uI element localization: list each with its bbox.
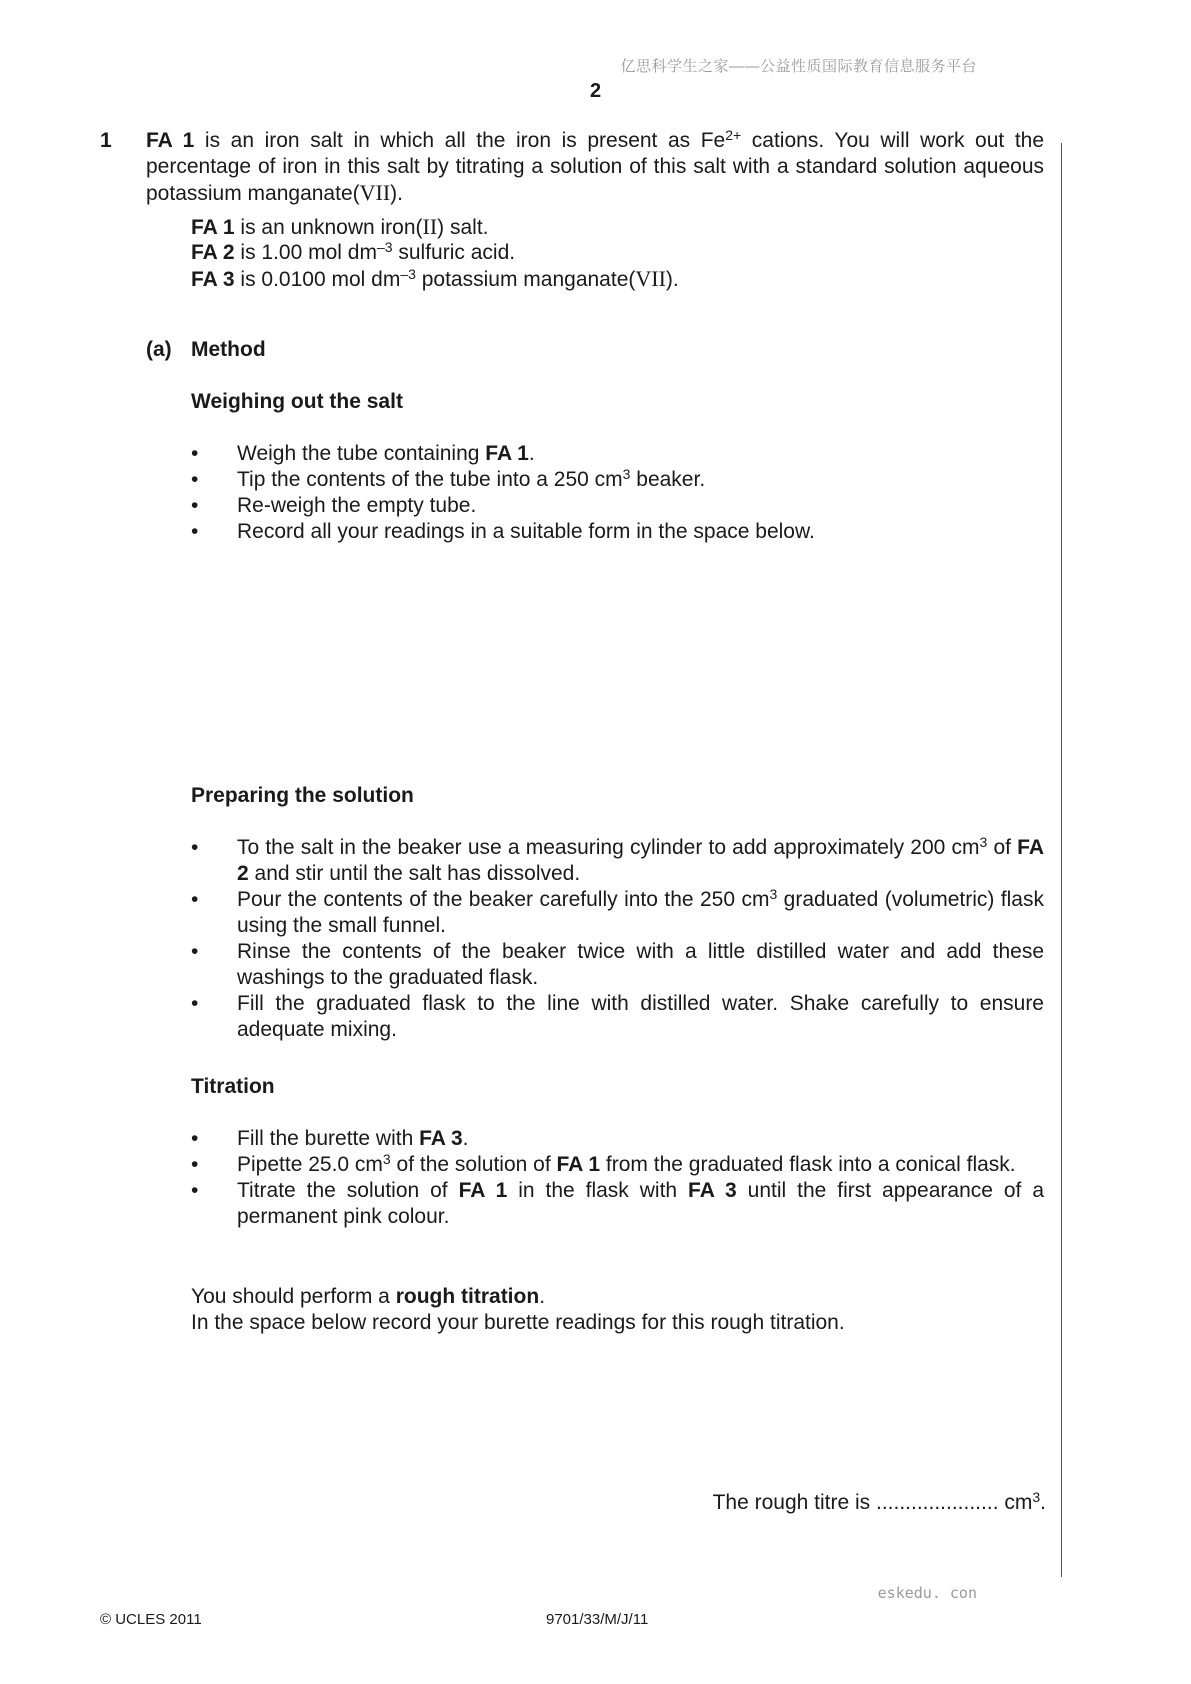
bullet: • bbox=[191, 1153, 199, 1176]
list-item bbox=[191, 441, 1044, 467]
item-bold: FA 1 bbox=[485, 442, 529, 465]
item-text: of the solution of bbox=[390, 1153, 557, 1176]
superscript: –3 bbox=[376, 239, 393, 255]
material-text: sulfuric acid. bbox=[392, 241, 516, 264]
answer-text: . bbox=[1040, 1491, 1046, 1514]
material-label: FA 3 bbox=[191, 268, 235, 291]
material-fa1 bbox=[191, 214, 1051, 241]
item-text: from the graduated flask into a conical flask. bbox=[600, 1153, 1016, 1176]
item-text: Re-weigh the empty tube. bbox=[237, 494, 477, 517]
list-item bbox=[191, 991, 1044, 1043]
list-item bbox=[191, 493, 1044, 519]
question-intro bbox=[146, 128, 1044, 207]
item-text: Weigh the tube containing bbox=[237, 442, 486, 465]
superscript: 3 bbox=[382, 1151, 391, 1167]
material-fa3 bbox=[191, 266, 1051, 293]
roman-numeral: VII bbox=[635, 266, 666, 291]
item-text: Pipette 25.0 cm bbox=[237, 1153, 383, 1176]
intro-text-a: is an iron salt in which all the iron is present as Fe bbox=[194, 129, 726, 152]
list-item bbox=[191, 939, 1044, 991]
material-label: FA 1 bbox=[191, 216, 235, 239]
item-text: until the first appearance of a permanent pink colour. bbox=[237, 1179, 1045, 1228]
preparing-list bbox=[191, 835, 1044, 1043]
item-bold: FA 3 bbox=[419, 1127, 463, 1150]
list-item bbox=[191, 887, 1044, 939]
superscript: 3 bbox=[622, 466, 631, 482]
item-text: . bbox=[528, 442, 535, 465]
superscript: 3 bbox=[1032, 1489, 1041, 1505]
list-item bbox=[191, 519, 1044, 545]
material-text: is 1.00 mol dm bbox=[234, 241, 377, 264]
para-text: You should perform a bbox=[191, 1285, 396, 1308]
bullet: • bbox=[191, 494, 199, 517]
para-bold: rough titration bbox=[395, 1285, 540, 1308]
part-a-title: Method bbox=[191, 338, 266, 361]
item-text: and stir until the salt has dissolved. bbox=[248, 862, 581, 885]
item-text: of bbox=[987, 836, 1018, 859]
item-text: Fill the graduated flask to the line with distilled water. Shake carefully to ensure adequate mixing. bbox=[237, 992, 1044, 1041]
item-text: Pour the contents of the beaker carefully into the 250 cm bbox=[237, 888, 770, 911]
superscript: 3 bbox=[979, 834, 988, 850]
material-fa2 bbox=[191, 240, 1051, 266]
watermark-bottom: eskedu. con bbox=[877, 1584, 977, 1602]
item-text: To the salt in the beaker use a measuring cylinder to add approximately 200 cm bbox=[237, 836, 980, 859]
page-number: 2 bbox=[589, 80, 602, 102]
superscript: 3 bbox=[769, 886, 778, 902]
item-bold: FA 1 bbox=[556, 1153, 601, 1176]
item-bold: FA 3 bbox=[688, 1179, 737, 1202]
para-text: . bbox=[539, 1285, 546, 1308]
bullet: • bbox=[191, 836, 199, 859]
bullet: • bbox=[191, 520, 199, 543]
material-text: ). bbox=[665, 268, 679, 291]
weighing-heading: Weighing out the salt bbox=[191, 390, 403, 413]
list-item bbox=[191, 1152, 1044, 1178]
item-text: Rinse the contents of the beaker twice with a little distilled water and add these washings to the graduated flask. bbox=[237, 940, 1044, 989]
list-item bbox=[191, 835, 1044, 887]
titration-list bbox=[191, 1126, 1044, 1230]
item-bold: FA 1 bbox=[458, 1179, 508, 1202]
rough-titre-answer-line bbox=[713, 1490, 1046, 1516]
bullet: • bbox=[191, 940, 199, 963]
item-text: Titrate the solution of bbox=[237, 1179, 459, 1202]
intro-text-b: cations. You will work out the percentage of iron in this salt by titrating a solution of this salt with a standard solution aqueous potassium manganate( bbox=[146, 129, 1045, 205]
material-text: potassium manganate( bbox=[415, 268, 636, 291]
titration-heading: Titration bbox=[191, 1075, 275, 1098]
item-text: in the flask with bbox=[507, 1179, 689, 1202]
answer-text: The rough titre is ..................... cm bbox=[712, 1491, 1033, 1514]
list-item bbox=[191, 1126, 1044, 1152]
footer-paper-code: 9701/33/M/J/11 bbox=[546, 1611, 649, 1628]
list-item bbox=[191, 467, 1044, 493]
superscript: 2+ bbox=[725, 127, 742, 143]
bullet: • bbox=[191, 468, 199, 491]
bullet: • bbox=[191, 442, 199, 465]
margin-line bbox=[1061, 143, 1062, 1577]
material-text: is 0.0100 mol dm bbox=[234, 268, 401, 291]
item-text: Record all your readings in a suitable form in the space below. bbox=[237, 520, 815, 543]
fa1-label: FA 1 bbox=[146, 129, 195, 152]
bullet: • bbox=[191, 992, 199, 1015]
bullet: • bbox=[191, 1179, 199, 1202]
item-text: Tip the contents of the tube into a 250 cm bbox=[237, 468, 623, 491]
question-number: 1 bbox=[100, 129, 112, 152]
bullet: • bbox=[191, 1127, 199, 1150]
item-text: graduated (volumetric) flask using the small funnel. bbox=[237, 888, 1044, 937]
part-a-label: (a) bbox=[146, 338, 172, 361]
roman-numeral: II bbox=[422, 214, 438, 239]
footer-copyright: © UCLES 2011 bbox=[100, 1611, 202, 1628]
list-item bbox=[191, 1178, 1044, 1230]
bullet: • bbox=[191, 888, 199, 911]
rough-record-instruction: In the space below record your burette readings for this rough titration. bbox=[191, 1311, 845, 1334]
watermark-top: 亿思科学生之家——公益性质国际教育信息服务平台 bbox=[620, 58, 977, 75]
rough-instruction bbox=[191, 1284, 1051, 1310]
weighing-list bbox=[191, 441, 1044, 545]
item-bold: FA 2 bbox=[237, 836, 1044, 885]
superscript: –3 bbox=[400, 266, 416, 282]
intro-text-c: ). bbox=[390, 182, 403, 205]
roman-numeral: VII bbox=[359, 180, 391, 205]
preparing-heading: Preparing the solution bbox=[191, 784, 414, 807]
material-text: is an unknown iron( bbox=[234, 216, 423, 239]
item-text: beaker. bbox=[630, 468, 706, 491]
item-text: Fill the burette with bbox=[237, 1127, 420, 1150]
material-text: ) salt. bbox=[437, 216, 489, 239]
item-text: . bbox=[462, 1127, 469, 1150]
material-label: FA 2 bbox=[191, 241, 235, 264]
